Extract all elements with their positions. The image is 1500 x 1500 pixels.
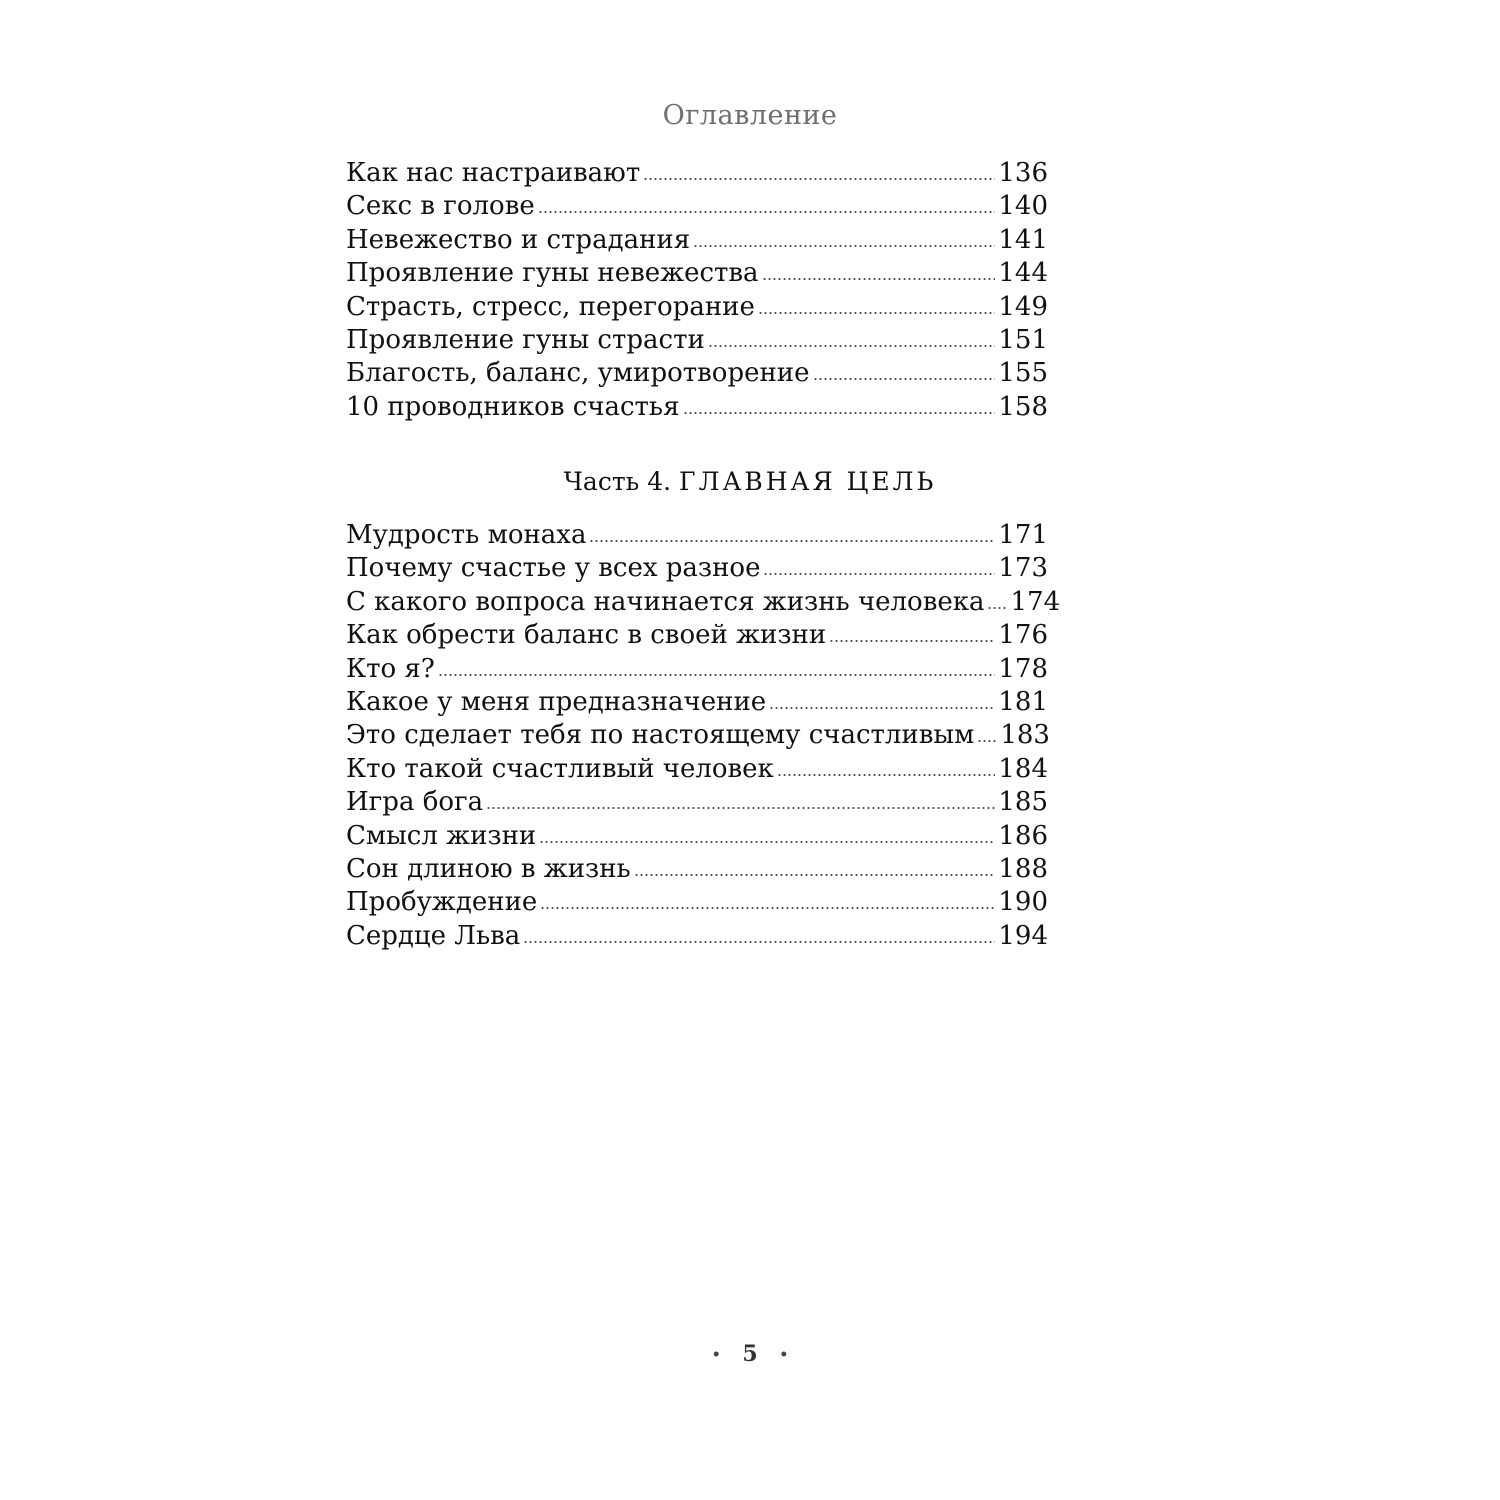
toc-entry-page: 155 xyxy=(998,358,1048,389)
page-folio xyxy=(0,1336,1500,1373)
toc-entry[interactable] xyxy=(346,753,1048,786)
toc-entry-page: 141 xyxy=(998,224,1048,255)
dot-leader xyxy=(987,602,1007,610)
dot-leader xyxy=(539,836,995,844)
toc-entry[interactable] xyxy=(346,686,1048,719)
toc-entry[interactable] xyxy=(346,920,1048,953)
toc-entry-page: 178 xyxy=(998,653,1048,684)
dot-leader xyxy=(708,340,996,348)
dot-leader xyxy=(643,173,995,181)
toc-entry-title: Мудрость монаха xyxy=(346,520,587,550)
toc-entry-title: Кто такой счастливый человек xyxy=(346,753,774,784)
toc-entry[interactable] xyxy=(346,653,1048,686)
toc-entry-page: 158 xyxy=(998,391,1048,422)
toc-entry-page: 171 xyxy=(998,520,1048,550)
toc-entry-title: Игра бога xyxy=(346,787,484,818)
toc-entry-page: 190 xyxy=(998,887,1048,918)
toc-entry-page: 151 xyxy=(998,324,1048,355)
toc-entry[interactable] xyxy=(346,552,1048,585)
toc-entry[interactable] xyxy=(346,291,1048,324)
toc-entry-title: Какое у меня предназначение xyxy=(346,686,767,717)
part-heading-prefix: Часть 4. xyxy=(563,467,672,496)
dot-leader xyxy=(762,273,996,281)
toc-entry-page: 173 xyxy=(998,553,1048,584)
toc-entry-page: 181 xyxy=(998,686,1048,717)
toc-entry-title: Проявление гуны невежества xyxy=(346,258,759,289)
toc-entry-title: 10 проводников счастья xyxy=(346,391,680,422)
toc-entry-page: 140 xyxy=(998,191,1048,222)
dot-leader xyxy=(769,702,995,710)
toc-entry[interactable] xyxy=(346,586,1061,619)
toc-entry-title: Невежество и страдания xyxy=(346,224,691,255)
toc-entry[interactable] xyxy=(346,820,1048,853)
dot-leader xyxy=(486,802,995,810)
dot-leader xyxy=(813,373,996,381)
toc-entry[interactable] xyxy=(346,190,1048,223)
dot-leader xyxy=(540,902,995,910)
toc-entry-page: 185 xyxy=(998,787,1048,818)
toc-entry-page: 144 xyxy=(998,258,1048,289)
part-heading-title: ГЛАВНАЯ ЦЕЛЬ xyxy=(679,467,937,496)
toc-entry-title: Пробуждение xyxy=(346,887,538,918)
toc-entry-page: 174 xyxy=(1010,586,1061,617)
page-number: 5 xyxy=(742,1341,758,1367)
dot-leader xyxy=(977,735,997,743)
toc-entry-page: 194 xyxy=(998,920,1048,951)
toc-entry-title: Почему счастье у всех разное xyxy=(346,553,761,584)
toc-entry[interactable] xyxy=(346,257,1048,290)
toc-entry-page: 176 xyxy=(998,620,1048,651)
dot-leader xyxy=(589,535,995,543)
toc-entry[interactable] xyxy=(346,324,1048,357)
toc-entry[interactable] xyxy=(346,719,1048,752)
dot-leader xyxy=(538,206,996,214)
folio-ornament-left: • xyxy=(711,1347,721,1363)
part-heading xyxy=(0,462,1500,502)
toc-entry-page: 186 xyxy=(998,820,1048,851)
dot-leader xyxy=(634,869,996,877)
dot-leader xyxy=(438,669,996,677)
toc-entry-title: Сердце Льва xyxy=(346,920,521,951)
toc-entry-page: 188 xyxy=(998,853,1048,884)
toc-entry[interactable] xyxy=(346,391,1048,424)
toc-entry-title: Проявление гуны страсти xyxy=(346,324,705,355)
toc-entry[interactable] xyxy=(346,786,1048,819)
dot-leader xyxy=(693,240,995,248)
toc-entry-title: Кто я? xyxy=(346,653,435,684)
toc-section-1 xyxy=(346,157,1048,424)
toc-entry-title: Благость, баланс, умиротворение xyxy=(346,358,810,389)
dot-leader xyxy=(777,769,996,777)
dot-leader xyxy=(763,568,995,576)
toc-entry[interactable] xyxy=(346,519,1048,552)
dot-leader xyxy=(523,936,995,944)
dot-leader xyxy=(683,407,996,415)
folio-ornament-right: • xyxy=(779,1347,789,1363)
toc-entry-title: Это сделает тебя по настоящему счастливым xyxy=(346,720,975,751)
toc-entry-page: 136 xyxy=(998,158,1048,188)
toc-entry[interactable] xyxy=(346,886,1048,919)
toc-entry-page: 184 xyxy=(998,753,1048,784)
dot-leader xyxy=(829,635,995,643)
toc-entry[interactable] xyxy=(346,853,1048,886)
running-head: Оглавление xyxy=(662,100,838,131)
toc-entry-title: Смысл жизни xyxy=(346,820,537,851)
toc-entry-title: С какого вопроса начинается жизнь человека xyxy=(346,586,985,617)
toc-entry[interactable] xyxy=(346,157,1048,190)
toc-entry-page: 183 xyxy=(1000,720,1050,751)
toc-entry-title: Страсть, стресс, перегорание xyxy=(346,291,755,322)
toc-section-2 xyxy=(346,519,1061,953)
toc-entry-title: Как нас настраивают xyxy=(346,158,641,188)
toc-entry[interactable] xyxy=(346,619,1048,652)
dot-leader xyxy=(758,307,995,315)
toc-entry-title: Секс в голове xyxy=(346,191,535,222)
toc-entry-title: Как обрести баланс в своей жизни xyxy=(346,620,827,651)
toc-entry-title: Сон длиною в жизнь xyxy=(346,853,631,884)
toc-entry[interactable] xyxy=(346,357,1048,390)
toc-entry[interactable] xyxy=(346,224,1048,257)
toc-entry-page: 149 xyxy=(998,291,1048,322)
